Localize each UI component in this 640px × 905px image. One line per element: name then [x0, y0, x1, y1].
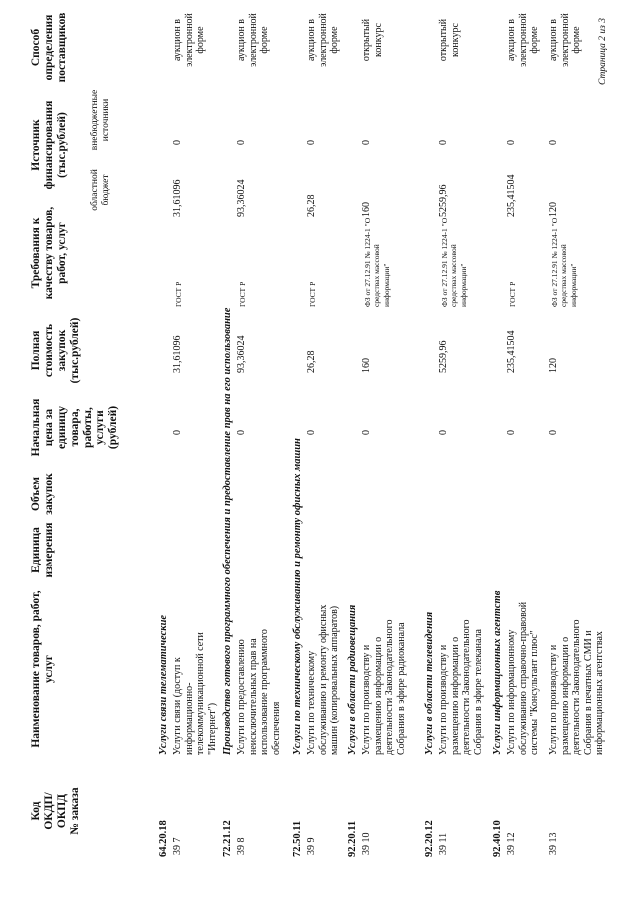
item-name: Услуги по предоставлению неисключительных прав на использование программного обеспечения [236, 629, 282, 755]
header-name: Наименование товаров, работ, услуг [30, 590, 55, 748]
unit-price: 0 [236, 430, 247, 435]
unit-price: 0 [438, 430, 449, 435]
category-code: 92.20.11 [347, 820, 358, 857]
extra-budget: 0 [172, 140, 183, 145]
item-name: Услуги по техническому обслуживанию и ремонту офисных машин (копировальных аппаратов) [306, 604, 340, 755]
procurement-method: аукцион в электронной форме [506, 13, 540, 67]
procurement-method: аукцион в электронной форме [548, 13, 582, 67]
item-name: Услуги связи (доступ к информационно-телекоммуникационной сети "Интернет") [172, 632, 218, 755]
procurement-method: открытый конкурс [438, 18, 461, 62]
item-name: Услуги по производству и размещению информации о деятельности Законодательного Собрания в печатных СМИ и информационных агентствах [548, 619, 605, 755]
extra-budget: 0 [438, 140, 449, 145]
category-code: 92.40.10 [492, 820, 503, 857]
page-footer: Страница 2 из 3 [598, 18, 608, 85]
header-volume: Объем закупок [30, 473, 55, 515]
category-title: Услуги в области радиовещания [347, 604, 358, 755]
regional-budget: 5259,96 [438, 184, 449, 217]
order-number: 39 7 [172, 837, 183, 855]
header-method: Способ определения поставщиков [30, 12, 68, 83]
category-title: Производство готового программного обеспечения и предоставление прав на его использование [222, 307, 233, 755]
header-code: Код ОКДП/ ОКПД № заказа [30, 787, 81, 835]
total-cost: 120 [548, 358, 559, 373]
regional-budget: 120 [548, 202, 559, 217]
procurement-method: аукцион в электронной форме [172, 13, 206, 67]
unit-price: 0 [172, 430, 183, 435]
procurement-method: открытый конкурс [361, 18, 384, 62]
total-cost: 235,41504 [506, 330, 517, 373]
header-requirements: Требования к качеству товаров, работ, услуг [30, 206, 68, 300]
extra-budget: 0 [506, 140, 517, 145]
requirements: ГОСТ Р [308, 281, 317, 307]
regional-budget: 235,41504 [506, 174, 517, 217]
requirements: ФЗ от 27.12.91 № 1224-1 "О средствах массовой информации" [363, 217, 391, 307]
total-cost: 160 [361, 358, 372, 373]
extra-budget: 0 [236, 140, 247, 145]
requirements: ГОСТ Р [238, 281, 247, 307]
requirements: ГОСТ Р [174, 281, 183, 307]
header-unit: Единица измерения [30, 522, 55, 578]
header-source-regional: областной бюджет [90, 169, 111, 211]
extra-budget: 0 [548, 140, 559, 145]
order-number: 39 13 [548, 832, 559, 855]
category-code: 72.21.12 [222, 820, 233, 857]
total-cost: 26,28 [306, 350, 317, 373]
requirements: ГОСТ Р [508, 281, 517, 307]
order-number: 39 12 [506, 832, 517, 855]
regional-budget: 93,36024 [236, 179, 247, 217]
unit-price: 0 [361, 430, 372, 435]
header-source-extra: внебюджетные источники [90, 89, 111, 151]
total-cost: 5259,96 [438, 340, 449, 373]
order-number: 39 8 [236, 837, 247, 855]
order-number: 39 10 [361, 832, 372, 855]
procurement-method: аукцион в электронной форме [236, 13, 270, 67]
category-code: 64.20.18 [158, 820, 169, 857]
category-code: 92.20.12 [424, 820, 435, 857]
category-title: Услуги информационных агентств [492, 590, 503, 755]
requirements: ФЗ от 27.12.91 № 1224-1 "О средствах массовой информации" [550, 217, 578, 307]
procurement-method: аукцион в электронной форме [306, 13, 340, 67]
extra-budget: 0 [306, 140, 317, 145]
extra-budget: 0 [361, 140, 372, 145]
category-title: Услуги в области телевидения [424, 611, 435, 755]
order-number: 39 9 [306, 837, 317, 855]
header-unit-price: Начальная цена за единицу товара, работы, услуги (рублей) [30, 398, 120, 457]
requirements: ФЗ от 27.12.91 № 1224-1 "О средствах массовой информации" [440, 217, 468, 307]
total-cost: 31,61096 [172, 335, 183, 373]
unit-price: 0 [306, 430, 317, 435]
unit-price: 0 [506, 430, 517, 435]
item-name: Услуги по производству и размещению информации о деятельности Законодательного Собрания в эфире радиоканала [361, 619, 407, 755]
item-name: Услуги по информационному обслуживанию справочно-правовой системы "Консультант плюс" [506, 601, 540, 755]
category-code: 72.50.11 [292, 820, 303, 857]
header-source: Источник финансирования (тыс.рублей) [30, 100, 68, 190]
category-title: Услуги связи телематические [158, 614, 169, 755]
item-name: Услуги по производству и размещению информации о деятельности Законодательного Собрания в эфире телеканала [438, 619, 484, 755]
total-cost: 93,36024 [236, 335, 247, 373]
header-total: Полная стоимость закупок (тыс.рублей) [30, 317, 81, 384]
order-number: 39 11 [438, 832, 449, 855]
unit-price: 0 [548, 430, 559, 435]
regional-budget: 31,61096 [172, 179, 183, 217]
regional-budget: 26,28 [306, 194, 317, 217]
category-title: Услуги по техническому обслуживанию и ремонту офисных машин [292, 438, 303, 755]
regional-budget: 160 [361, 202, 372, 217]
